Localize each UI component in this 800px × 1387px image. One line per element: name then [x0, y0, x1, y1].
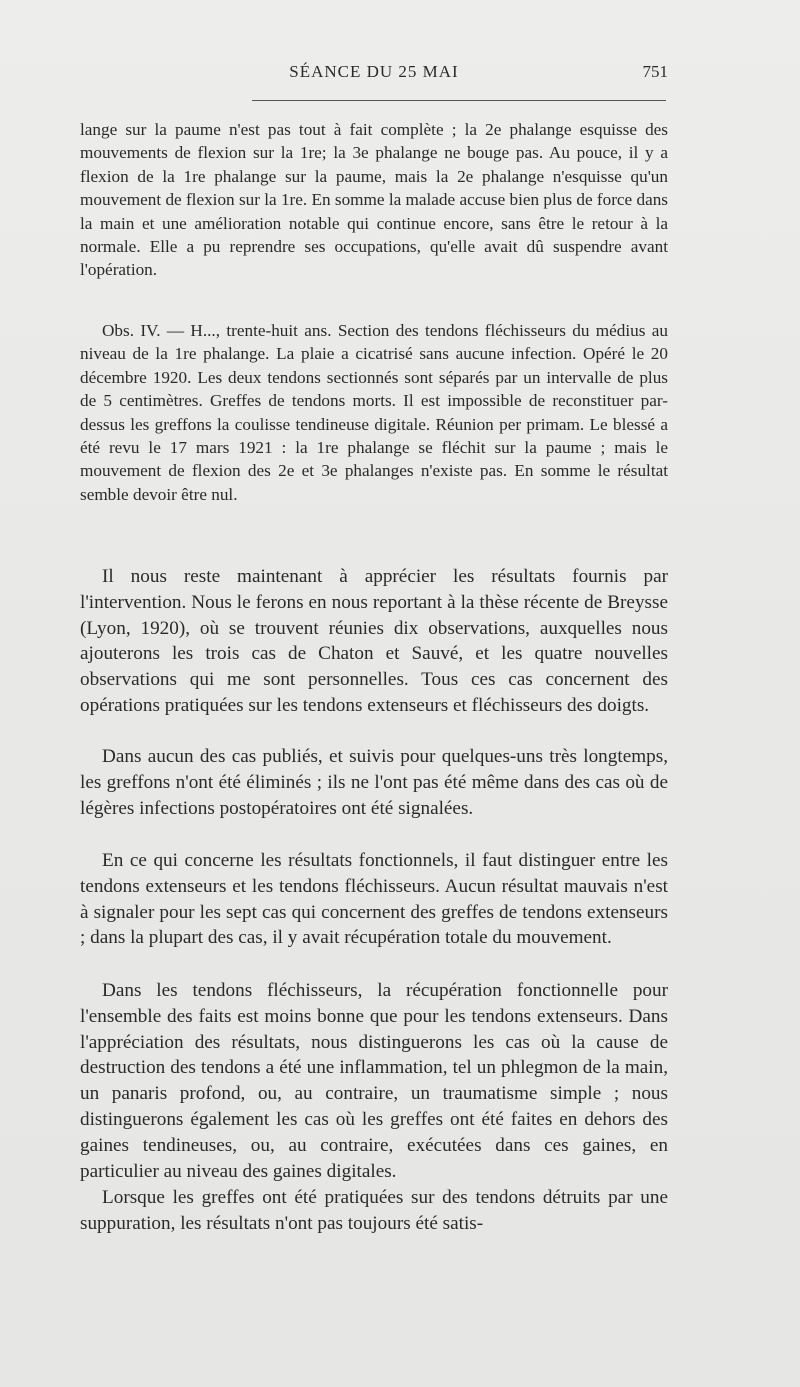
- header-rule: [252, 100, 666, 101]
- paragraph-suppuration: Lorsque les greffes ont été pratiquées sur des tendons détruits par une suppuration, les résultats n'ont pas toujours été satis-: [80, 1187, 668, 1234]
- page-number: 751: [642, 62, 668, 81]
- running-title: SÉANCE DU 25 MAI: [289, 62, 459, 81]
- paragraph-case-continuation: lange sur la paume n'est pas tout à fait complète ; la 2e phalange esquisse des mouvements de flexion sur la 1re; la 3e phalange ne bouge pas. Au pouce, il y a flexion de la 1re phalange sur la paume, mais la 2e phalange n'esquisse qu'un mouvement de flexion sur la 1re. En somme la malade accuse bien plus de force dans la main et une amélioration notable qui continue encore, sans être le retour à la normale. Elle a pu reprendre ses occupations, qu'elle avait dû suspendre avant l'opération.: [80, 120, 668, 280]
- paragraph-results-intro: Il nous reste maintenant à apprécier les résultats fournis par l'intervention. Nous le ferons en nous reportant à la thèse récente de Breysse (Lyon, 1920), où se trouvent réunies dix observations, auxquelles nous ajouterons les trois cas de Chaton et Sauvé, et les quatre nouvelles observations qui me sont personnelles. Tous ces cas concernent des opérations pratiquées sur les tendons extenseurs et fléchisseurs des doigts.: [80, 566, 668, 716]
- paragraph-flexor-tendons: Dans les tendons fléchisseurs, la récupération fonctionnelle pour l'ensemble des faits est moins bonne que pour les tendons extenseurs. Dans l'appréciation des résultats, nous distinguerons les cas où la cause de destruction des tendons a été une inflammation, tel un phlegmon de la main, un panaris profond, ou, au contraire, un traumatisme simple ; nous distinguerons également les cas où les greffes ont été faites en dehors des gaines tendineuses, ou, au contraire, exécutées dans ces gaines, en particulier au niveau des gaines digitales.: [80, 980, 668, 1182]
- paragraph-observation-iv: Obs. IV. — H..., trente-huit ans. Section des tendons fléchisseurs du médius au niveau de la 1re phalange. La plaie a cicatrisé sans aucune infection. Opéré le 20 décembre 1920. Les deux tendons sectionnés sont séparés par un intervalle de plus de 5 centimètres. Greffes de tendons morts. Il est impossible de reconstituer par-dessus les greffons la coulisse tendineuse digitale. Réunion per primam. Le blessé a été revu le 17 mars 1921 : la 1re phalange se fléchit sur la paume ; mais le mouvement de flexion des 2e et 3e phalanges n'existe pas. En somme le résultat semble devoir être nul.: [80, 321, 668, 504]
- paragraph-grafts-not-eliminated: Dans aucun des cas publiés, et suivis pour quelques-uns très longtemps, les greffons n'ont été éliminés ; ils ne l'ont pas été même dans des cas où de légères infections postopératoires ont été signalées.: [80, 746, 668, 819]
- paragraph-functional-results: En ce qui concerne les résultats fonctionnels, il faut distinguer entre les tendons extenseurs et les tendons fléchisseurs. Aucun résultat mauvais n'est à signaler pour les sept cas qui concernent des greffes de tendons extenseurs ; dans la plupart des cas, il y avait récupération totale du mouvement.: [80, 850, 668, 949]
- running-header: [80, 62, 668, 90]
